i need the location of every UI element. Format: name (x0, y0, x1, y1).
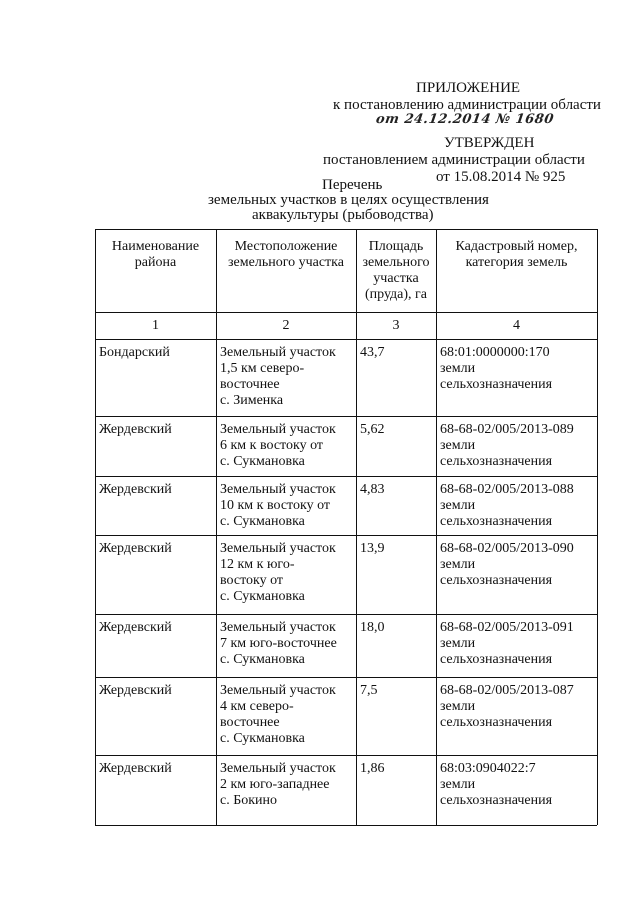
district-cell: Жердевский (99, 541, 172, 556)
location-cell: восточнее (220, 715, 280, 730)
appendix-to: к постановлению администрации области (333, 97, 601, 113)
table-hline (95, 755, 597, 756)
location-cell: с. Сукмановка (220, 589, 305, 604)
column-header: Местоположение (234, 239, 338, 254)
cadastre-cell: сельхозназначения (440, 454, 553, 469)
location-cell: востоку от (220, 573, 284, 588)
location-cell: с. Бокино (220, 793, 278, 808)
cadastre-cell: 68-68-02/005/2013-089 (440, 422, 574, 437)
table-hline (95, 229, 597, 230)
district-cell: Жердевский (99, 422, 172, 437)
area-cell: 18,0 (360, 620, 385, 635)
location-cell: с. Сукмановка (220, 731, 305, 746)
area-cell: 4,83 (360, 482, 385, 497)
table-hline (95, 825, 597, 826)
location-cell: 2 км юго-западнее (220, 777, 330, 792)
area-cell: 43,7 (360, 345, 385, 360)
cadastre-cell: сельхозназначения (440, 652, 553, 667)
table-vline (597, 229, 598, 825)
approved-date: от 15.08.2014 № 925 (436, 169, 566, 185)
location-cell: с. Сукмановка (220, 454, 305, 469)
area-cell: 1,86 (360, 761, 385, 776)
approved-by: постановлением администрации области (323, 152, 585, 168)
location-cell: 1,5 км северо- (220, 361, 305, 376)
list-title: Перечень (322, 177, 383, 193)
list-subtitle: земельных участков в целях осуществления (208, 192, 489, 208)
cadastre-cell: 68-68-02/005/2013-091 (440, 620, 574, 635)
cadastre-cell: земли (440, 498, 476, 513)
cadastre-cell: земли (440, 699, 476, 714)
column-number: 3 (392, 318, 400, 333)
location-cell: с. Сукмановка (220, 652, 305, 667)
cadastre-cell: сельхозназначения (440, 377, 553, 392)
table-hline (95, 476, 597, 477)
cadastre-cell: сельхозназначения (440, 573, 553, 588)
area-cell: 5,62 (360, 422, 385, 437)
cadastre-cell: 68-68-02/005/2013-090 (440, 541, 574, 556)
column-header: Кадастровый номер, (455, 239, 578, 254)
location-cell: Земельный участок (220, 761, 336, 776)
location-cell: 4 км северо- (220, 699, 294, 714)
location-cell: Земельный участок (220, 541, 336, 556)
column-number: 4 (513, 318, 520, 333)
cadastre-cell: 68:01:0000000:170 (440, 345, 550, 360)
location-cell: 10 км к востоку от (220, 498, 331, 513)
location-cell: Земельный участок (220, 345, 336, 360)
cadastre-cell: сельхозназначения (440, 715, 553, 730)
cadastre-cell: земли (440, 438, 476, 453)
appendix-title: ПРИЛОЖЕНИЕ (416, 80, 521, 96)
table-hline (95, 339, 597, 340)
location-cell: восточнее (220, 377, 280, 392)
location-cell: Земельный участок (220, 422, 336, 437)
location-cell: с. Зименка (220, 393, 284, 408)
table-hline (95, 535, 597, 536)
location-cell: Земельный участок (220, 683, 336, 698)
cadastre-cell: сельхозназначения (440, 793, 553, 808)
location-cell: 7 км юго-восточнее (220, 636, 337, 651)
location-cell: 12 км к юго- (220, 557, 295, 572)
cadastre-cell: 68-68-02/005/2013-087 (440, 683, 574, 698)
location-cell: Земельный участок (220, 620, 336, 635)
column-header: Наименование (111, 239, 200, 254)
table-hline (95, 312, 597, 313)
district-cell: Жердевский (99, 482, 172, 497)
cadastre-cell: земли (440, 777, 476, 792)
cadastre-cell: земли (440, 361, 476, 376)
table-hline (95, 416, 597, 417)
district-cell: Жердевский (99, 683, 172, 698)
column-header: земельного участка (228, 255, 344, 270)
area-cell: 7,5 (360, 683, 378, 698)
location-cell: с. Сукмановка (220, 514, 305, 529)
column-number: 2 (282, 318, 290, 333)
district-cell: Жердевский (99, 620, 172, 635)
table-hline (95, 677, 597, 678)
cadastre-cell: земли (440, 636, 476, 651)
handwritten-reference: от 24.12.2014 № 1680 (374, 112, 555, 127)
location-cell: Земельный участок (220, 482, 336, 497)
column-header: (пруда), га (364, 287, 428, 302)
approved-title: УТВЕРЖДЕН (444, 135, 535, 151)
cadastre-cell: сельхозназначения (440, 514, 553, 529)
column-header: Площадь (368, 239, 424, 254)
table-hline (95, 614, 597, 615)
area-cell: 13,9 (360, 541, 385, 556)
district-cell: Бондарский (99, 345, 170, 360)
column-number: 1 (152, 318, 159, 333)
column-header: земельного (362, 255, 430, 270)
cadastre-cell: 68:03:0904022:7 (440, 761, 536, 776)
cadastre-cell: 68-68-02/005/2013-088 (440, 482, 574, 497)
district-cell: Жердевский (99, 761, 172, 776)
location-cell: 6 км к востоку от (220, 438, 324, 453)
column-header: категория земель (465, 255, 568, 270)
column-header: участка (373, 271, 419, 286)
cadastre-cell: земли (440, 557, 476, 572)
list-subtitle-2: аквакультуры (рыбоводства) (252, 207, 434, 223)
column-header: района (134, 255, 177, 270)
